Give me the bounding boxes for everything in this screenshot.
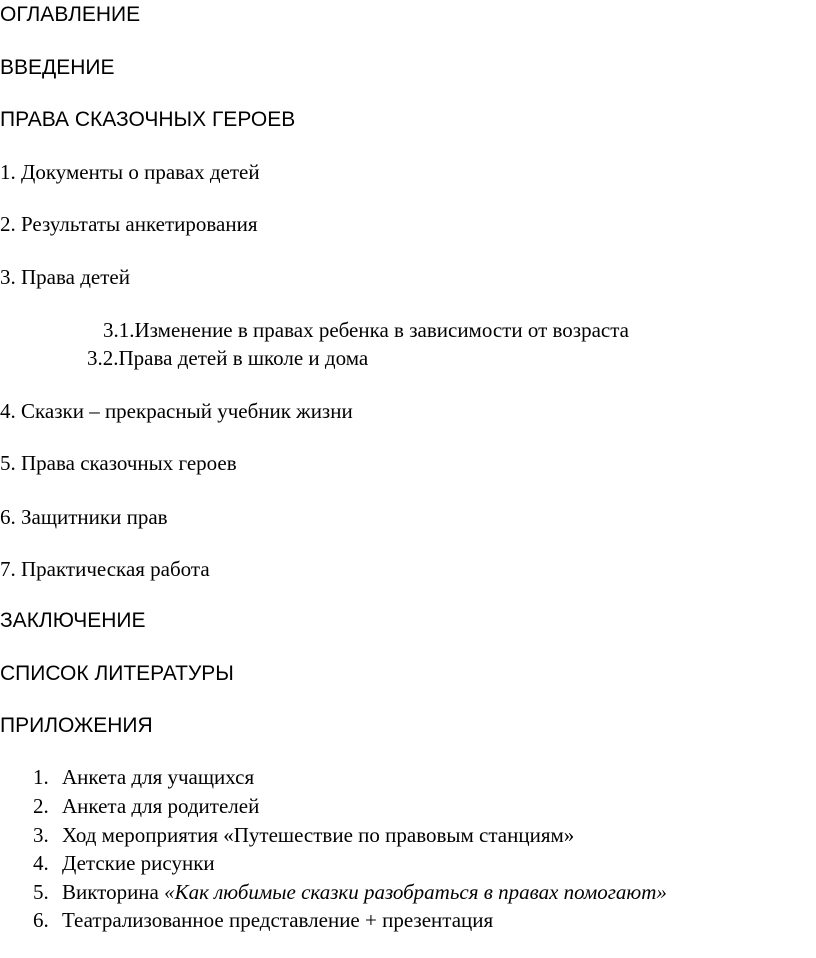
- appendix-number: 1.: [33, 765, 49, 789]
- chapter-2: 2. Результаты анкетирования: [0, 212, 258, 236]
- references-heading: СПИСОК ЛИТЕРАТУРЫ: [0, 662, 234, 685]
- appendix-text: Викторина: [62, 880, 165, 904]
- appendix-text: Ход мероприятия «Путешествие по правовым станциям»: [62, 823, 575, 847]
- appendices-heading: ПРИЛОЖЕНИЯ: [0, 714, 153, 737]
- appendix-text: Детские рисунки: [62, 851, 215, 875]
- subsection-3-1: 3.1.Изменение в правах ребенка в зависимости от возраста: [103, 318, 629, 342]
- conclusion-heading: ЗАКЛЮЧЕНИЕ: [0, 609, 146, 632]
- appendix-number: 6.: [33, 908, 49, 932]
- chapter-4: 4. Сказки – прекрасный учебник жизни: [0, 399, 353, 423]
- appendix-italic-title: «Как любимые сказки разобраться в правах помогают»: [164, 880, 667, 904]
- chapter-6: 6. Защитники прав: [0, 505, 168, 529]
- appendix-number: 4.: [33, 851, 49, 875]
- chapter-1: 1. Документы о правах детей: [0, 160, 260, 184]
- appendix-text: Театрализованное представление + презентация: [62, 908, 494, 932]
- rights-heroes-heading: ПРАВА СКАЗОЧНЫХ ГЕРОЕВ: [0, 108, 296, 131]
- appendix-text: Анкета для учащихся: [62, 765, 255, 789]
- appendix-text-with-italic: [62, 882, 667, 903]
- appendix-number: 5.: [33, 880, 49, 904]
- chapter-7: 7. Практическая работа: [0, 557, 210, 581]
- appendix-text: Анкета для родителей: [62, 794, 260, 818]
- chapter-5: 5. Права сказочных героев: [0, 451, 237, 475]
- appendix-number: 3.: [33, 823, 49, 847]
- chapter-3: 3. Права детей: [0, 265, 130, 289]
- subsection-3-2: 3.2.Права детей в школе и дома: [87, 346, 369, 370]
- appendix-number: 2.: [33, 794, 49, 818]
- intro-heading: ВВЕДЕНИЕ: [0, 56, 115, 79]
- toc-heading: ОГЛАВЛЕНИЕ: [0, 3, 141, 26]
